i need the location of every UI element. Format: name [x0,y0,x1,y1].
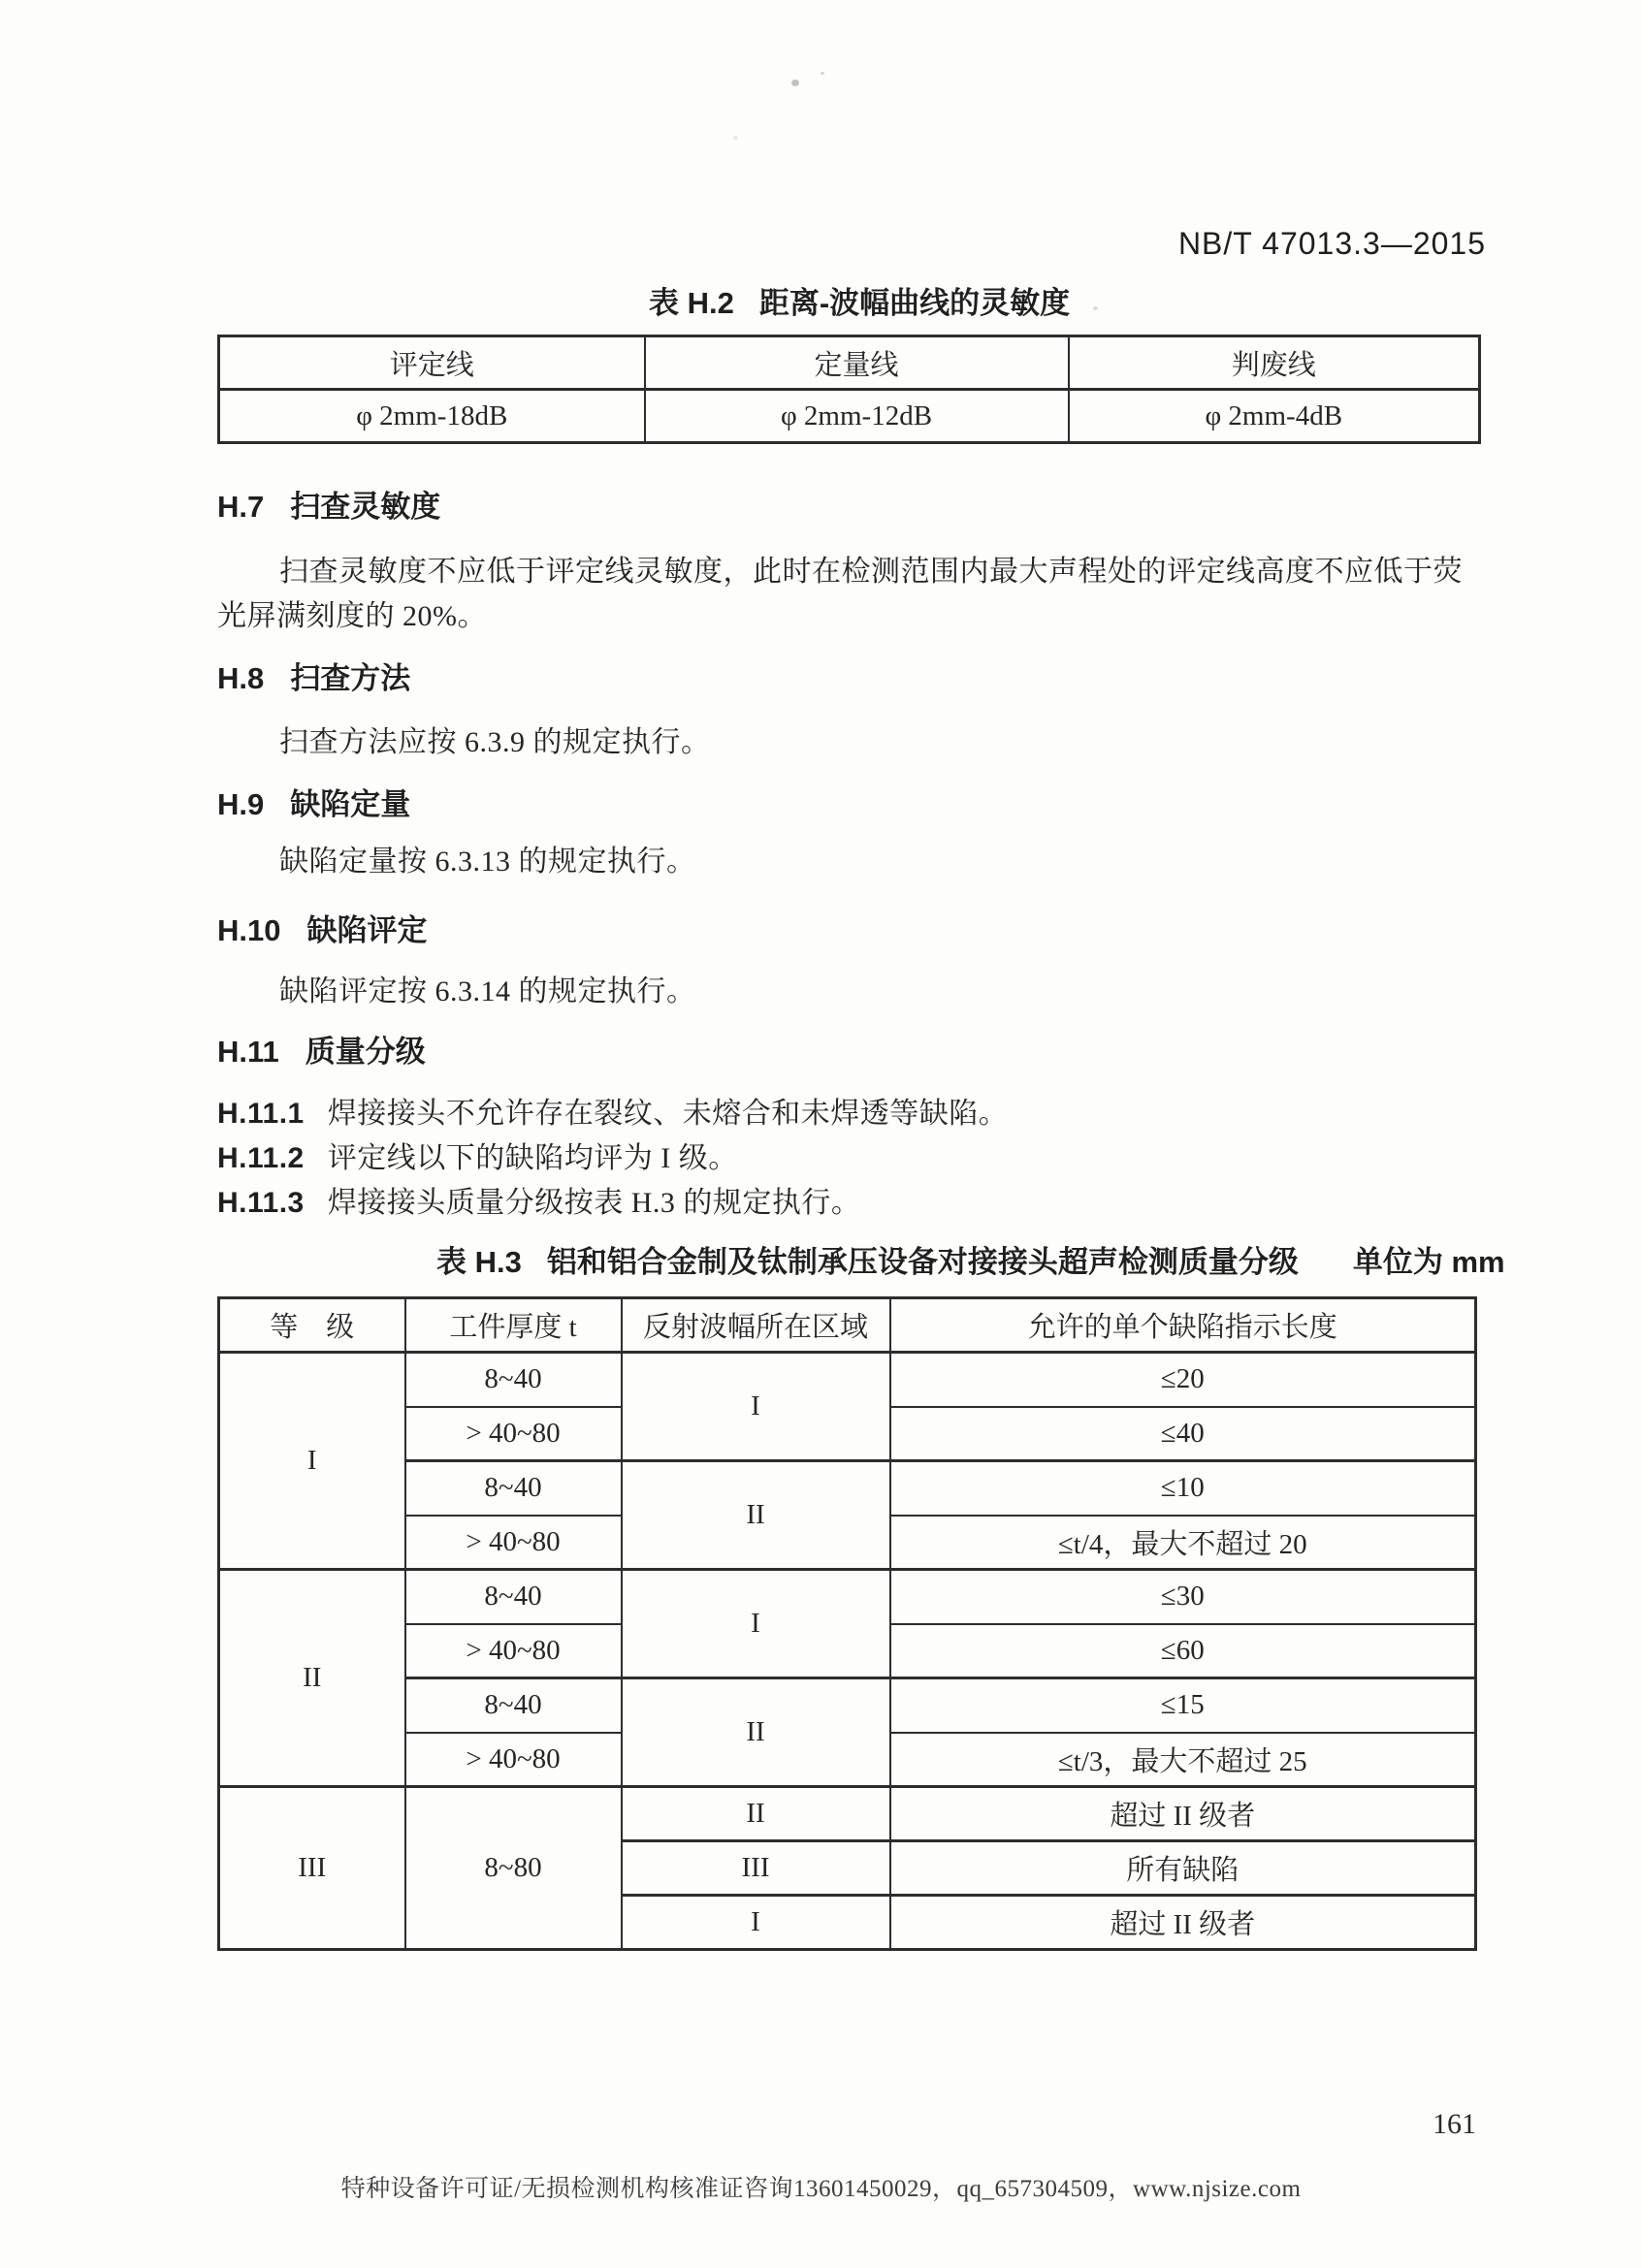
section-title: 缺陷定量 [290,787,411,821]
h3-length-cell: ≤30 [890,1570,1476,1624]
table-row [219,1353,1476,1407]
scan-speck [1093,306,1098,310]
table-h2-title [649,284,1070,323]
clause-text: 评定线以下的缺陷均评为 I 级。 [327,1142,738,1174]
section-title: 扫查灵敏度 [290,490,441,524]
section-id: H.8 [217,661,265,695]
h2-value-quant-line: φ 2mm-12dB [645,390,1069,443]
h3-thickness-cell: > 40~80 [405,1624,622,1678]
section-heading-h7 [217,485,440,529]
h2-value-eval-line: φ 2mm-18dB [219,390,645,443]
h3-length-cell: ≤20 [890,1353,1476,1407]
table-row [219,1787,1476,1841]
h2-header-eval-line: 评定线 [219,336,645,390]
section-title: 扫查方法 [290,661,411,695]
h3-length-cell: 所有缺陷 [890,1841,1476,1896]
h3-length-cell: ≤15 [890,1678,1476,1733]
h3-length-cell: ≤t/3，最大不超过 25 [890,1733,1476,1787]
table-h3 [217,1296,1477,1951]
h2-header-quant-line: 定量线 [645,336,1069,390]
section-heading-h11 [217,1030,426,1074]
h3-thickness-cell: 8~40 [405,1678,622,1733]
clause-h11-3 [217,1181,860,1226]
h3-region-cell: III [622,1841,890,1896]
h3-length-cell: ≤t/4，最大不超过 20 [890,1516,1476,1570]
h2-value-reject-line: φ 2mm-4dB [1069,390,1480,443]
h3-grade-2: II [219,1570,405,1787]
h3-length-cell: 超过 II 级者 [890,1787,1476,1841]
clause-h11-2 [217,1136,738,1181]
table-h3-title [436,1243,1505,1282]
h3-region-cell: I [622,1896,890,1950]
h3-thickness-cell: 8~40 [405,1461,622,1516]
standard-number: NB/T 47013.3—2015 [1177,226,1486,261]
h3-thickness-cell: 8~40 [405,1353,622,1407]
table-row [219,1678,1476,1733]
table-h2-value-row [219,390,1480,443]
scan-speck [821,72,824,75]
table-h3-header-row [219,1298,1476,1353]
h3-region-cell: I [622,1353,890,1461]
section-title: 质量分级 [305,1035,426,1069]
section-id: H.9 [217,787,265,821]
h3-region-cell: I [622,1570,890,1678]
h3-region-cell: II [622,1461,890,1570]
section-body-h9: 缺陷定量按 6.3.13 的规定执行。 [279,846,696,878]
clause-id: H.11.1 [217,1098,305,1130]
section-heading-h9 [217,783,410,827]
section-body-h7: 扫查灵敏度不应低于评定线灵敏度，此时在检测范围内最大声程处的评定线高度不应低于荧光屏满刻度的 20%。 [217,556,1463,632]
clause-text: 焊接接头质量分级按表 H.3 的规定执行。 [327,1187,861,1219]
table-h2-title-text: 距离-波幅曲线的灵敏度 [758,286,1071,320]
table-h2 [217,335,1481,444]
h3-region-cell: II [622,1787,890,1841]
h3-region-cell: II [622,1678,890,1787]
clause-id: H.11.2 [217,1142,305,1174]
section-title: 缺陷评定 [306,913,428,947]
clause-text: 焊接接头不允许存在裂纹、未熔合和未焊透等缺陷。 [327,1098,1009,1130]
scan-speck [733,136,738,140]
section-heading-h10 [217,909,427,953]
scan-speck [791,80,799,86]
h3-header-length: 允许的单个缺陷指示长度 [890,1298,1476,1353]
section-body-h10: 缺陷评定按 6.3.14 的规定执行。 [279,975,696,1007]
table-h3-title-text: 铝和铝合金制及钛制承压设备对接接头超声检测质量分级 [546,1245,1299,1279]
h3-length-cell: ≤40 [890,1407,1476,1461]
table-h3-label: 表 H.3 [436,1245,522,1279]
section-id: H.7 [217,490,265,524]
h3-length-cell: ≤10 [890,1461,1476,1516]
section-body-h8: 扫查方法应按 6.3.9 的规定执行。 [279,726,711,758]
h3-header-region: 反射波幅所在区域 [622,1298,890,1353]
clause-h11-1 [217,1092,1008,1136]
h3-grade-3: III [219,1787,405,1950]
h3-thickness-cell: > 40~80 [405,1516,622,1570]
table-row [219,1570,1476,1624]
h3-length-cell: 超过 II 级者 [890,1896,1476,1950]
table-h3-unit: 单位为 mm [1352,1245,1505,1279]
section-id: H.11 [217,1035,279,1069]
h3-grade-1: I [219,1353,405,1570]
h3-thickness-cell: 8~40 [405,1570,622,1624]
h3-header-grade: 等 级 [219,1298,405,1353]
h3-length-cell: ≤60 [890,1624,1476,1678]
footer-watermark: 特种设备许可证/无损检测机构核准证咨询13601450029，qq_657304509，www.njsize.com [340,2176,1302,2202]
section-id: H.10 [217,913,281,947]
h2-header-reject-line: 判废线 [1069,336,1480,390]
page-number: 161 [1433,2108,1476,2140]
h3-thickness-cell: > 40~80 [405,1407,622,1461]
table-h2-label: 表 H.2 [649,286,734,320]
table-h2-header-row [219,336,1480,390]
section-heading-h8 [217,656,410,701]
h3-thickness-cell: > 40~80 [405,1733,622,1787]
clause-id: H.11.3 [217,1187,305,1219]
table-row [219,1461,1476,1516]
h3-header-thickness: 工件厚度 t [405,1298,622,1353]
h3-thickness-cell: 8~80 [405,1787,622,1950]
